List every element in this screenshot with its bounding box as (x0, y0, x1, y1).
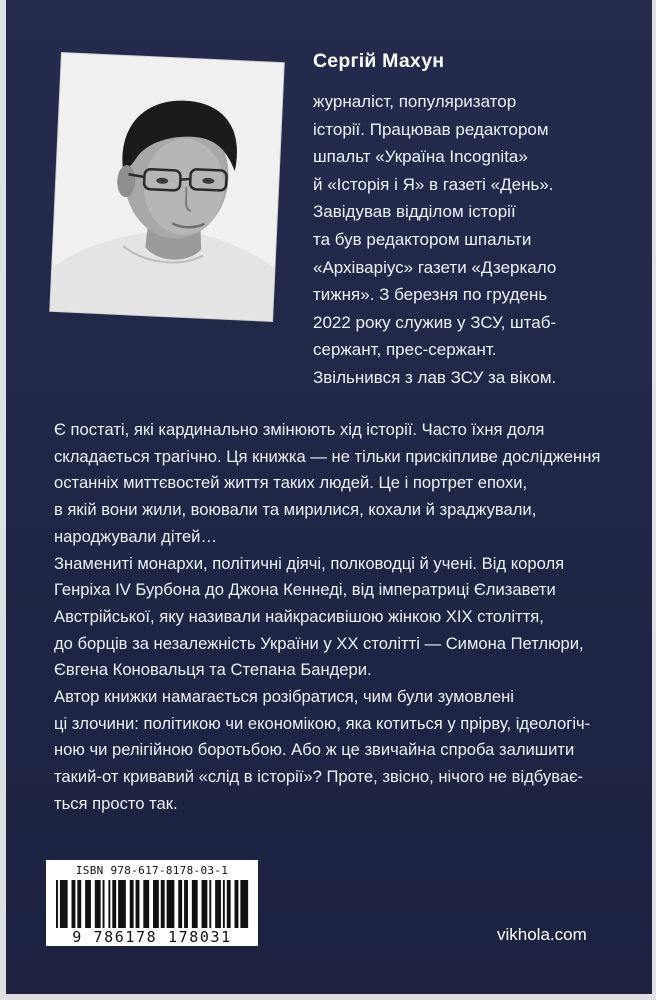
author-bio-line: шпальт «Україна Incognita» (313, 147, 528, 167)
barcode-bar (223, 880, 225, 928)
barcode-bar (56, 880, 58, 928)
blurb-line: Австрійської, яку називали найкрасивішою жінкою XIX століття, (54, 606, 544, 626)
barcode-bar (209, 880, 211, 928)
barcode-bar (178, 880, 182, 928)
publisher-website: vikhola.com (497, 925, 587, 944)
blurb-line: Автор книжки намагається розібратися, чим були зумовлені (54, 687, 514, 707)
author-bio-line: «Архіваріус» газети «Дзеркало (313, 257, 557, 277)
barcode-bar (184, 880, 188, 928)
blurb-line: складається трагічно. Ця книжка — не тільки прискіпливе дослідження (54, 446, 601, 466)
barcode-bar (202, 880, 208, 928)
author-bio-line: й «Історія і Я» в газеті «День». (313, 174, 554, 194)
blurb-line: Євгена Коновальця та Степана Бандери. (54, 660, 372, 680)
barcode-bar (167, 880, 175, 928)
barcode-bar (112, 880, 116, 928)
barcode-bar (161, 880, 165, 928)
barcode-bar (215, 880, 221, 928)
isbn-label: ISBN 978-617-8178-03-1 (75, 864, 229, 877)
blurb-line: Знамениті монархи, політичні діячі, полководці й учені. Від короля (54, 553, 565, 573)
book-blurb (54, 417, 624, 818)
barcode-bar (136, 880, 140, 928)
blurb-line: ться просто так. (54, 793, 178, 813)
author-bio-line: журналіст, популяризатор (313, 92, 517, 111)
barcode-bar (95, 880, 101, 928)
author-bio-line: тижня». З березня по грудень (313, 285, 548, 305)
author-bio-line: 2022 року служив у ЗСУ, штаб- (313, 312, 557, 332)
barcode-bars (56, 880, 252, 928)
author-bio-line: та був редактором шпальти (313, 229, 532, 249)
barcode-bar (192, 880, 198, 928)
author-bio (313, 88, 613, 392)
barcode-bar (227, 880, 231, 928)
cover-edge-left (0, 0, 6, 1000)
barcode-bar (235, 880, 239, 928)
blurb-line: такий-от кривавий «слід в історії»? Проте, звісно, нічого не відбуває- (54, 767, 584, 787)
cover-edge-bottom (0, 994, 656, 1000)
blurb-line: в якій вони жили, воювали та мирилися, кохали й зраджували, (54, 500, 537, 520)
barcode-bar (77, 880, 81, 928)
blurb-line: останніх миттєвостей життя таких людей. Це і портрет епохи, (54, 473, 528, 493)
barcode-bar (85, 880, 91, 928)
blurb-line: Генріха IV Бурбона до Джона Кеннеді, від імператриці Єлизавети (54, 580, 556, 600)
author-portrait-image (50, 53, 283, 321)
blurb-line: Є постаті, які кардинально змінюють хід історії. Часто їхня доля (54, 420, 545, 439)
barcode-bar (143, 880, 149, 928)
author-bio-line: сержант, прес-сержант. (313, 340, 497, 360)
barcode-bar (60, 880, 68, 928)
author-bio-line: історії. Працював редактором (313, 119, 549, 139)
author-bio-line: Завідував відділом історії (313, 202, 516, 222)
barcode-bar (153, 880, 159, 928)
cover-edge-right (652, 0, 656, 1000)
author-name: Сергій Махун (313, 50, 445, 72)
barcode-bar (240, 880, 248, 928)
barcode-bar (130, 880, 134, 928)
barcode-bar (72, 880, 76, 928)
author-photo (50, 53, 283, 321)
barcode-bar (103, 880, 105, 928)
blurb-line: ною чи релігійною боротьбою. Або ж це звичайна спроба залишити (54, 740, 575, 760)
blurb-line: народжували дітей… (54, 526, 218, 546)
blurb-line: до борців за незалежність України у XX столітті — Симона Петлюри, (54, 633, 584, 653)
author-bio-line: Звільнився з лав ЗСУ за віком. (313, 367, 557, 387)
isbn-barcode (46, 860, 258, 946)
barcode-bar (118, 880, 126, 928)
blurb-line: ці злочини: політикою чи економікою, яка котиться у прірву, ідеологіч- (54, 713, 591, 733)
barcode-bar (108, 880, 110, 928)
barcode-digits: 9 786178 178031 (72, 928, 232, 946)
